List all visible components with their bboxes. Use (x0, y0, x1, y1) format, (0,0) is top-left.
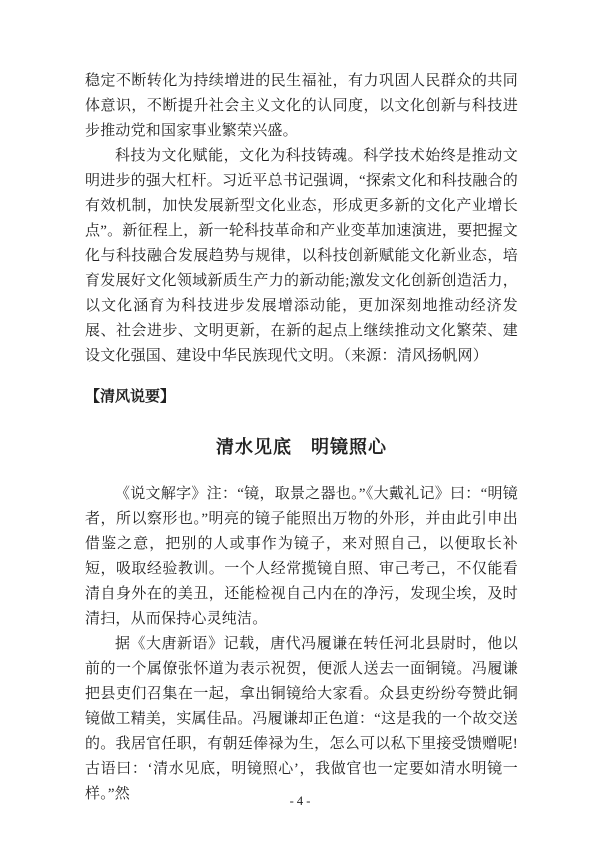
body-paragraph-science-culture: 科技为文化赋能，文化为科技铸魂。科学技术始终是推动文明进步的强大杠杆。习近平总书记强调，“探索文化和科技融合的有效机制，加快发展新型文化业态，形成更多新的文化产业增长点”。新征程上，新一轮科技革命和产业变革加速演进，要把握文化与科技融合发展趋势与规律，以科技创新赋能文化新业态，培育发展好文化领域新质生产力的新动能;激发文化创新创造活力，以文化涵育为科技进步发展增添动能，更加深刻地推动经济发展、社会进步、文明更新，在新的起点上继续推动文化繁荣、建设文化强国、建设中华民族现代文明。（来源：清风扬帆网） (85, 148, 518, 364)
document-body (85, 69, 518, 807)
section-heading: 【清风说要】 (85, 389, 176, 405)
page-number: - 4 - (289, 794, 311, 808)
article-title: 清水见底 明镜照心 (216, 437, 387, 457)
body-paragraph-feng-lvqian-story: 据《大唐新语》记载，唐代冯履谦在转任河北县尉时，他以前的一个属僚张怀道为表示祝贺，便派人送去一面铜镜。冯履谦把县吏们召集在一起，拿出铜镜给大家看。众县吏纷纷夸赞此铜镜做工精美，实属佳品。冯履谦却正色道：“这是我的一个故交送的。我居官任职，有朝廷俸禄为生，怎么可以私下里接受馈赠呢!古语曰：‘清水见底，明镜照心’，我做官也一定要如清水明镜一样。”然 (85, 636, 518, 802)
body-paragraph-mirror-meaning: 《说文解字》注：“镜，取景之器也。”《大戴礼记》曰：“明镜者，所以察形也。”明亮的镜子能照出万物的外形，并由此引申出借鉴之意，把别的人或事作为镜子，来对照自己，以便取长补短，吸取经验教训。一个人经常揽镜自照、审己考己，不仅能看清自身外在的美丑，还能检视自己内在的净污，发现尘埃，及时清扫，从而保持心灵纯洁。 (85, 486, 518, 627)
body-paragraph-continuation: 稳定不断转化为持续增进的民生福祉，有力巩固人民群众的共同体意识，不断提升社会主义文化的认同度，以文化创新与科技进步推动党和国家事业繁荣兴盛。 (85, 73, 518, 139)
